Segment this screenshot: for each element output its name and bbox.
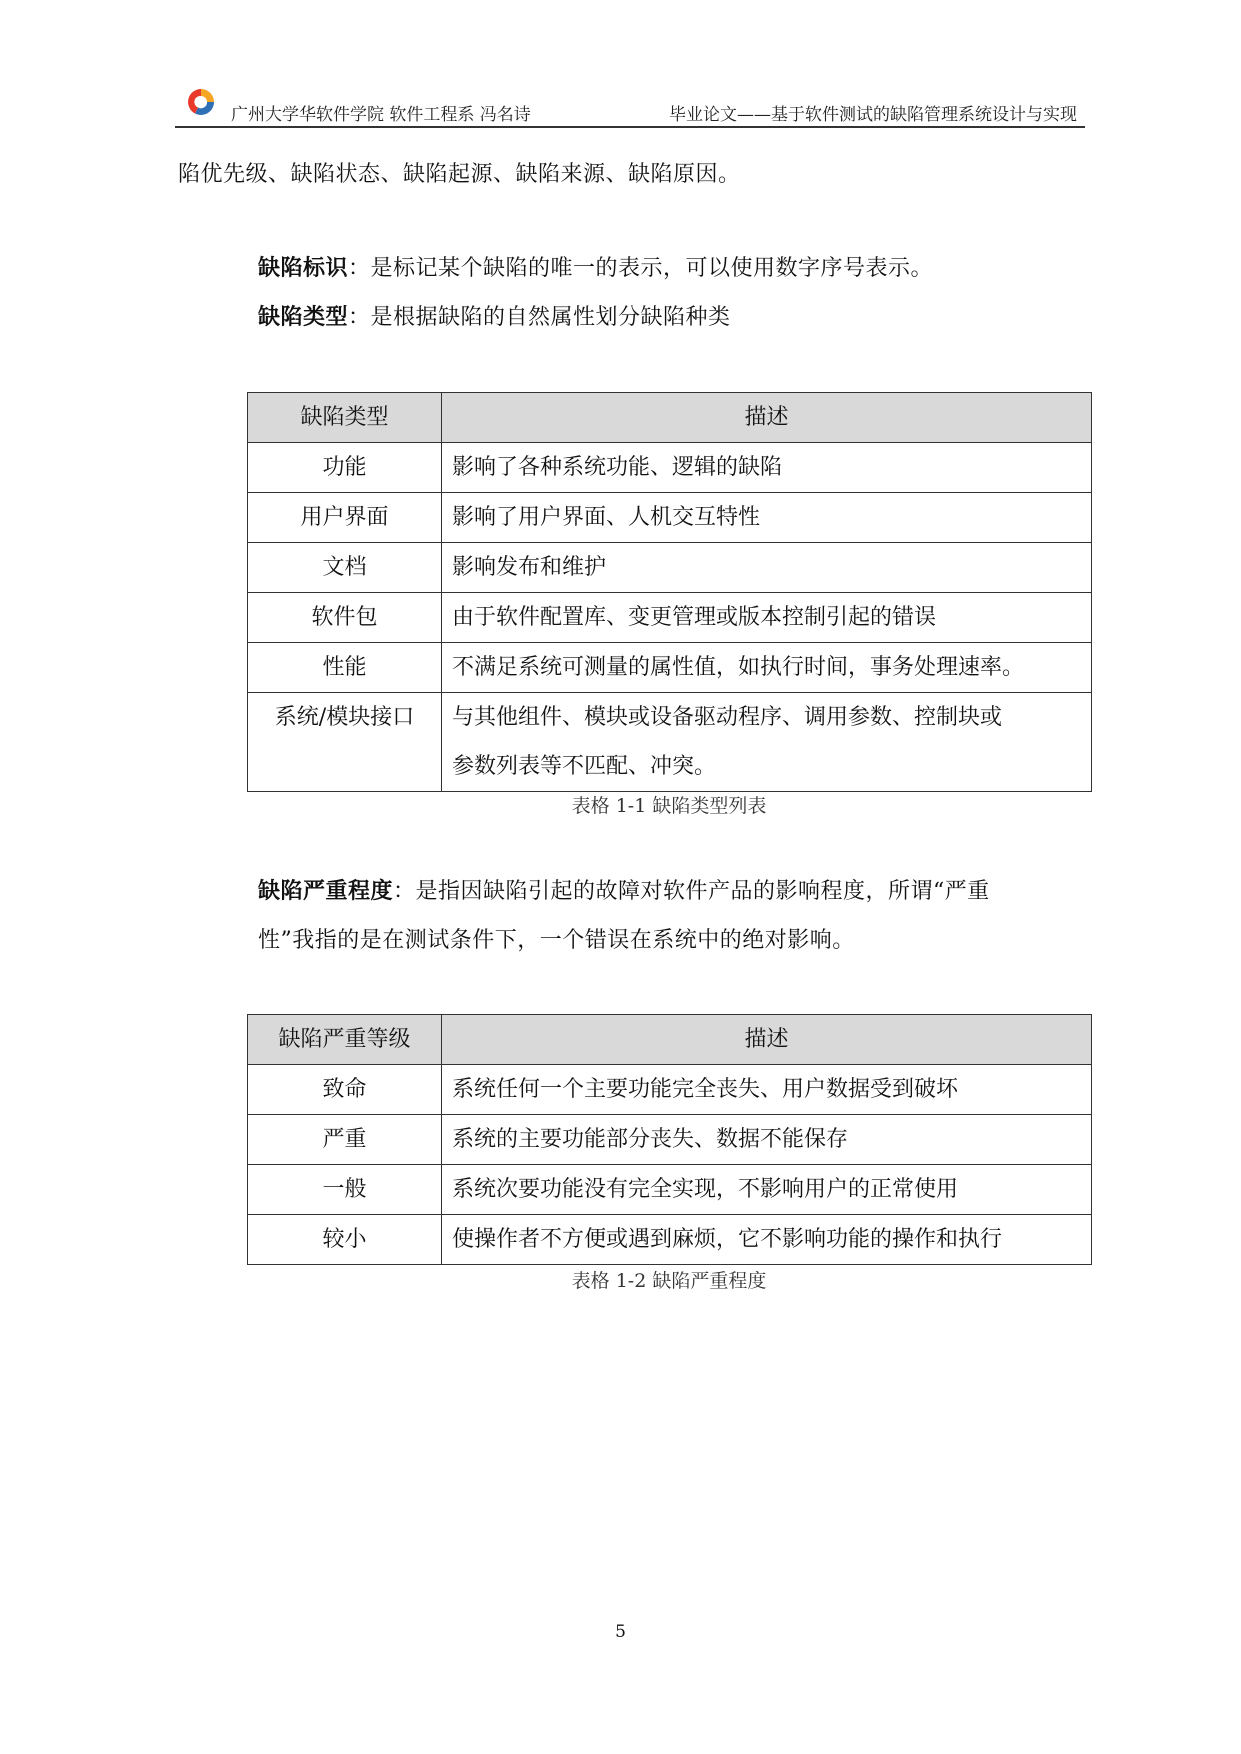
severity-term: 缺陷严重程度	[258, 879, 394, 904]
table-header-row	[248, 393, 1092, 443]
defect-id-paragraph	[258, 254, 933, 284]
defect-id-desc: ：是标记某个缺陷的唯一的表示，可以使用数字序号表示。	[348, 256, 934, 281]
severity-table	[247, 1014, 1092, 1265]
table-header-cell: 描述	[442, 393, 1092, 443]
table-cell: 系统次要功能没有完全实现，不影响用户的正常使用	[442, 1165, 1092, 1215]
header-right-text: 毕业论文——基于软件测试的缺陷管理系统设计与实现	[669, 105, 1077, 125]
severity-paragraph-line1	[258, 877, 990, 907]
table-cell: 不满足系统可测量的属性值，如执行时间，事务处理速率。	[442, 643, 1092, 693]
table-cell-line: 与其他组件、模块或设备驱动程序、调用参数、控制块或	[452, 705, 1003, 730]
table-header-cell: 缺陷类型	[248, 393, 442, 443]
table-row	[248, 693, 1092, 792]
intro-paragraph-tail: 陷优先级、缺陷状态、缺陷起源、缺陷来源、缺陷原因。	[178, 162, 741, 187]
header-left-text: 广州大学华软件学院 软件工程系 冯名诗	[231, 105, 531, 125]
table-cell: 影响了用户界面、人机交互特性	[442, 493, 1092, 543]
table-cell: 系统/模块接口	[248, 693, 442, 792]
table-header-cell: 描述	[442, 1015, 1092, 1065]
page-number: 5	[615, 1622, 626, 1642]
defect-type-paragraph	[258, 303, 731, 333]
table-row	[248, 1215, 1092, 1265]
table-cell: 较小	[248, 1215, 442, 1265]
table-cell: 文档	[248, 543, 442, 593]
table-cell: 软件包	[248, 593, 442, 643]
severity-desc: ：是指因缺陷引起的故障对软件产品的影响程度，所谓“严重	[393, 879, 990, 904]
defect-type-term: 缺陷类型	[258, 305, 349, 330]
table-cell: 系统的主要功能部分丧失、数据不能保存	[442, 1115, 1092, 1165]
table-row	[248, 1065, 1092, 1115]
college-logo-icon	[185, 86, 217, 118]
table-cell: 使操作者不方便或遇到麻烦，它不影响功能的操作和执行	[442, 1215, 1092, 1265]
table-cell: 一般	[248, 1165, 442, 1215]
table-cell: 系统任何一个主要功能完全丧失、用户数据受到破坏	[442, 1065, 1092, 1115]
table-cell: 影响了各种系统功能、逻辑的缺陷	[442, 443, 1092, 493]
table2-caption: 表格 1-2 缺陷严重程度	[571, 1270, 767, 1292]
table-cell: 性能	[248, 643, 442, 693]
table-row	[248, 1165, 1092, 1215]
table-cell	[442, 693, 1092, 792]
table-cell: 严重	[248, 1115, 442, 1165]
table-row	[248, 443, 1092, 493]
defect-type-table	[247, 392, 1092, 792]
table-cell: 致命	[248, 1065, 442, 1115]
table-row	[248, 593, 1092, 643]
table-cell: 功能	[248, 443, 442, 493]
table-row	[248, 543, 1092, 593]
defect-type-desc: ：是根据缺陷的自然属性划分缺陷种类	[348, 305, 731, 330]
table1-caption: 表格 1-1 缺陷类型列表	[571, 795, 767, 817]
table-cell-line: 参数列表等不匹配、冲突。	[452, 754, 717, 779]
table-cell: 用户界面	[248, 493, 442, 543]
table-cell: 由于软件配置库、变更管理或版本控制引起的错误	[442, 593, 1092, 643]
table-row	[248, 1115, 1092, 1165]
table-row	[248, 493, 1092, 543]
table-header-cell: 缺陷严重等级	[248, 1015, 442, 1065]
page-header	[175, 82, 1085, 128]
table-cell: 影响发布和维护	[442, 543, 1092, 593]
table-header-row	[248, 1015, 1092, 1065]
severity-paragraph-line2: 性”我指的是在测试条件下，一个错误在系统中的绝对影响。	[258, 928, 855, 953]
defect-id-term: 缺陷标识	[258, 256, 349, 281]
table-row	[248, 643, 1092, 693]
